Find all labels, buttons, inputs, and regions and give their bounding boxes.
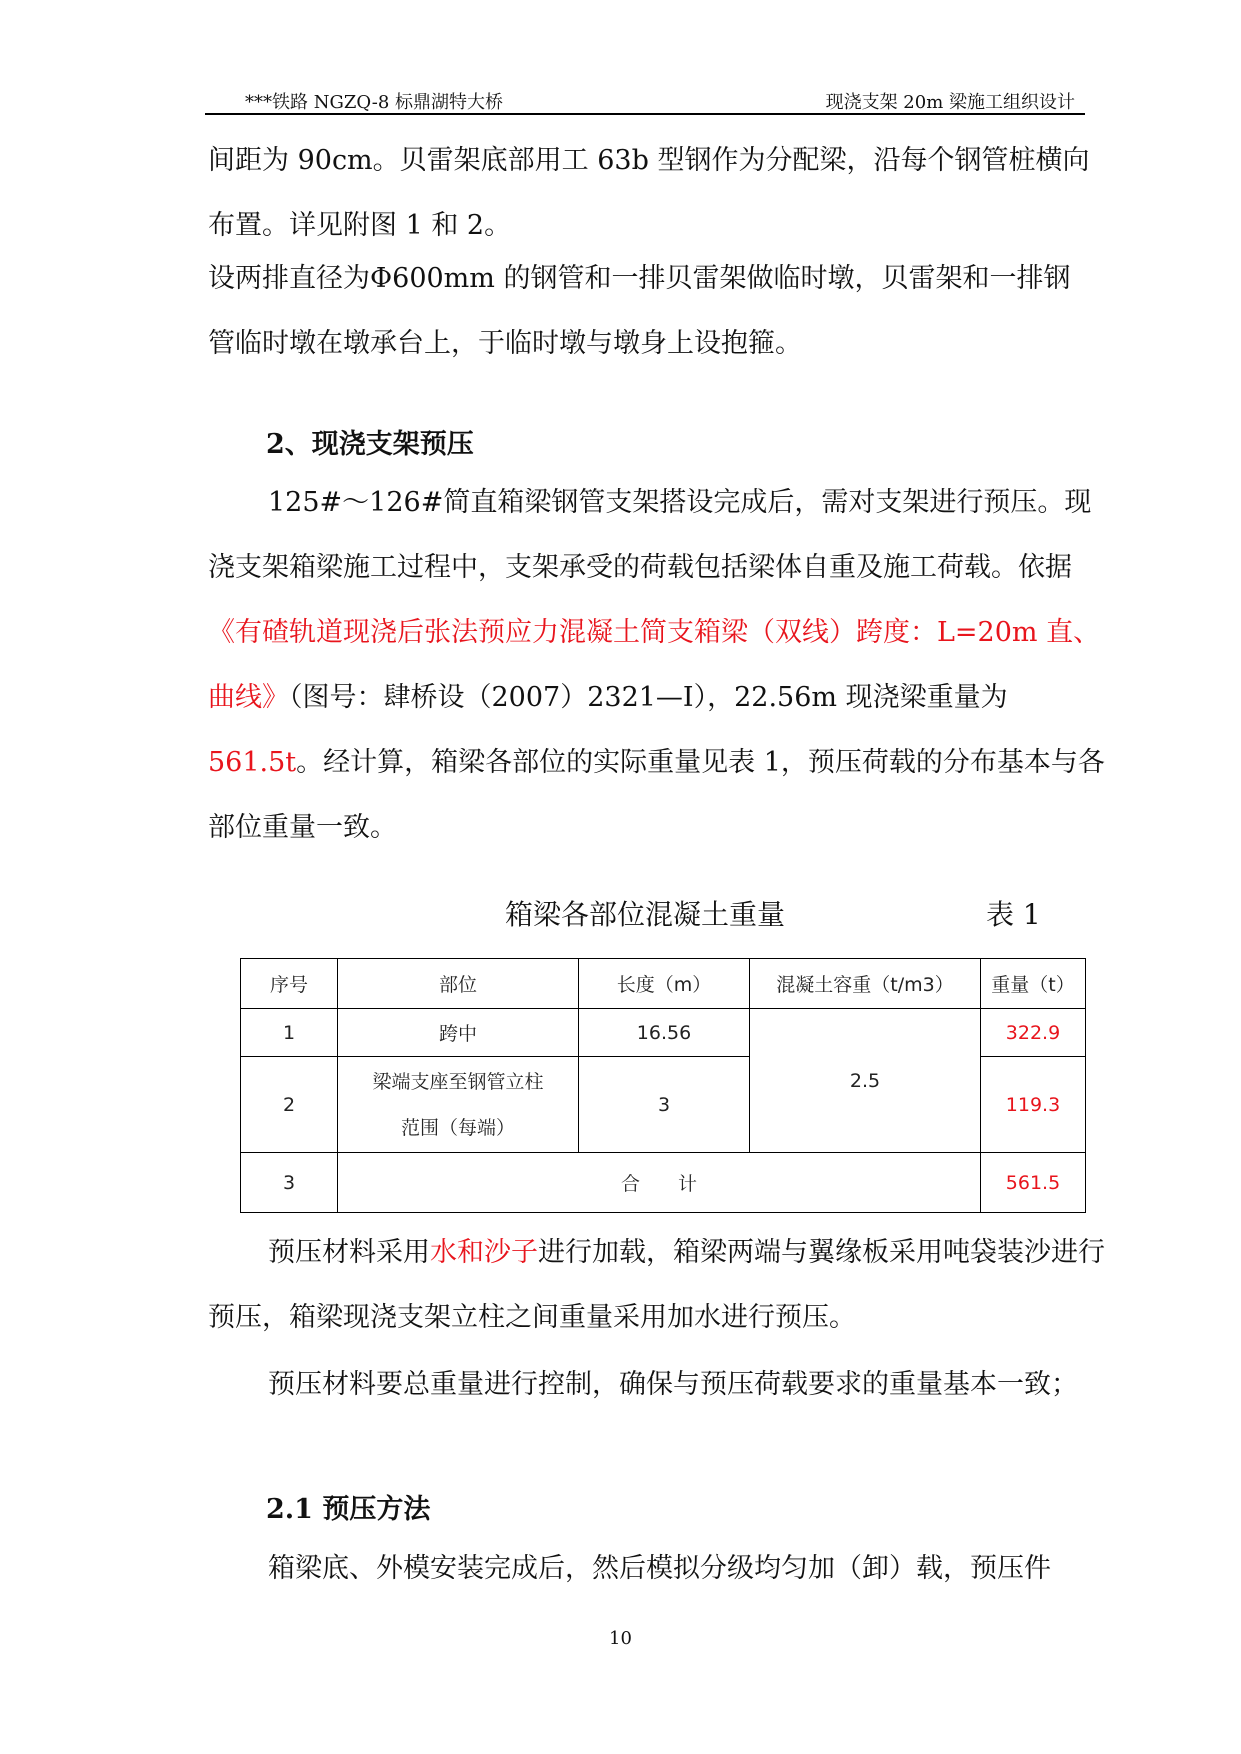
paragraph-line: 管临时墩在墩承台上，于临时墩与墩身上设抱箍。 [208,328,802,359]
material-highlight: 水和沙子 [430,1237,538,1268]
table-cell-total-weight: 561.5 [981,1153,1086,1213]
table-header-cell: 混凝土容重（t/m3） [750,959,981,1009]
paragraph-text: 预压材料采用 [268,1237,430,1268]
standard-reference: 《有碴轨道现浇后张法预应力混凝土简支箱梁（双线）跨度：L=20m 直、曲线》 [208,617,1101,713]
concrete-weight-table [240,958,1086,1213]
table-cell-line: 梁端支座至钢管立柱 [372,1070,544,1093]
table-header-cell: 长度（m） [579,959,750,1009]
table-cell-weight: 322.9 [981,1009,1086,1057]
paragraph-spacing [208,128,1113,258]
paragraph-text: 进行加载，箱梁两端与翼缘板采用吨袋装沙进行预压，箱梁现浇支架立柱之间重量采用加水进行预压。 [208,1237,1105,1333]
paragraph-method: 箱梁底、外模安装完成后，然后模拟分级均匀加（卸）载，预压件 [268,1553,1051,1584]
table-cell: 3 [579,1057,750,1153]
paragraph-text: 。经计算，箱梁各部位的实际重量见表 1，预压荷载的分布基本与各部位重量一致。 [208,747,1105,843]
table-cell: 跨中 [338,1009,579,1057]
paragraph-temporary-pier [208,246,1113,376]
table-cell [338,1057,579,1153]
table-cell-line: 范围（每端） [400,1116,515,1139]
table-header-cell: 序号 [241,959,338,1009]
table-cell: 3 [241,1153,338,1213]
header-document-title: 现浇支架 20m 梁施工组织设计 [825,92,1075,113]
table-cell: 2 [241,1057,338,1153]
table-row [241,1009,1086,1057]
table-number: 表 1 [986,898,1041,931]
beam-weight-value: 561.5t [208,747,297,778]
paragraph-line: 设两排直径为Φ600mm 的钢管和一排贝雷架做临时墩，贝雷架和一排钢 [208,263,1071,294]
paragraph-text: 125#～126#简直箱梁钢管支架搭设完成后，需对支架进行预压。现浇支架箱梁施工过程中，支架承受的荷载包括梁体自重及施工荷载。依据 [208,487,1092,583]
table-header-cell: 重量（t） [981,959,1086,1009]
paragraph-weight-control: 预压材料要总重量进行控制，确保与预压荷载要求的重量基本一致； [268,1369,1078,1400]
section-heading-preload: 2、现浇支架预压 [266,429,474,460]
table-total-row [241,1153,1086,1213]
paragraph-preload-material [208,1220,1113,1350]
page-header [205,88,1085,114]
table-cell-density: 2.5 [750,1009,981,1153]
section-heading-method: 2.1 预压方法 [266,1494,431,1525]
header-project-title: ***铁路 NGZQ-8 标鼎湖特大桥 [245,92,504,113]
table-cell: 16.56 [579,1009,750,1057]
paragraph-line: 间距为 90cm。贝雷架底部用工 63b 型钢作为分配梁，沿每个钢管桩横向 [208,145,1090,176]
table-caption: 箱梁各部位混凝土重量 [505,898,786,931]
table-header-cell: 部位 [338,959,579,1009]
paragraph-line: 布置。详见附图 1 和 2。 [208,210,512,241]
page-number: 10 [609,1628,632,1649]
table-cell: 1 [241,1009,338,1057]
paragraph-preload-intro [208,470,1113,860]
paragraph-text: （图号：肆桥设（2007）2321—Ⅰ），22.56m 现浇梁重量为 [289,682,1008,713]
header-divider [205,113,1085,115]
table-header-row [241,959,1086,1009]
table-cell-weight: 119.3 [981,1057,1086,1153]
table-cell-total-label: 合 计 [338,1153,981,1213]
